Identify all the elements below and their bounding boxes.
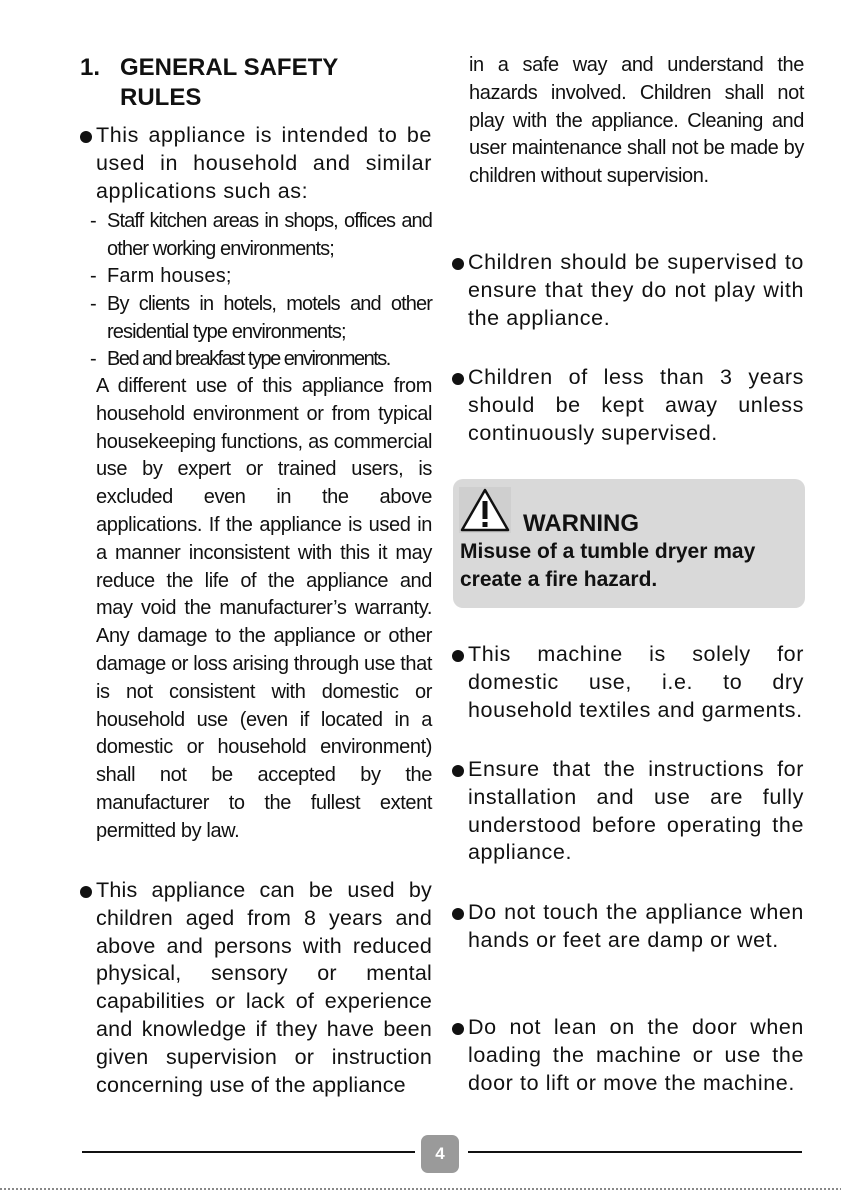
footer-rule-right <box>468 1151 802 1153</box>
bullet-text: Do not touch the appliance when hands or feet are damp or wet. <box>468 900 804 952</box>
warning-title: WARNING <box>523 510 639 537</box>
use-item-text: By clients in hotels, motels and other residential type environments; <box>107 293 432 343</box>
section-title: GENERAL SAFETY RULES <box>120 54 338 111</box>
bullet-dot <box>452 765 464 777</box>
section-number: 1. <box>80 54 101 81</box>
bullet-text: This appliance is intended to be used in household and similar applications such as: <box>96 123 432 203</box>
different-use-paragraph: A different use of this appliance from household environment or from typical housekeeping functions, as commercial use by expert or trained users, is excluded even in the above applications. If the appliance is used in a manner inconsistent with this it may reduce the life of the appliance and may void the manufacturer’s warranty. Any damage to the appliance or other damage or loss arising through use that is not consistent with domestic or household use (even if located in a domestic or household environment) shall not be accepted by the manufacturer to the fullest extent permitted by law. <box>96 375 432 842</box>
use-item <box>90 345 432 373</box>
bullet-text: Do not lean on the door when loading the machine or use the door to lift or move the machine. <box>468 1015 804 1095</box>
bullet-text: This machine is solely for domestic use, i.e. to dry household textiles and garments. <box>468 642 804 722</box>
bullet-text: Children of less than 3 years should be kept away unless continuously supervised. <box>468 365 804 445</box>
dash-marker: - <box>90 210 97 232</box>
bottom-edge <box>0 1188 841 1190</box>
bullet-item <box>452 756 804 867</box>
warning-triangle-icon <box>459 487 511 533</box>
bullet-item <box>452 641 804 724</box>
bullet-item <box>452 1014 804 1097</box>
use-item <box>90 262 432 290</box>
bullet-dot <box>452 650 464 662</box>
bullet-dot <box>80 886 92 898</box>
bullet-dot <box>452 373 464 385</box>
dash-marker: - <box>90 348 97 370</box>
use-item <box>90 290 432 346</box>
bullet-dot <box>452 1023 464 1035</box>
bullet-item <box>80 877 432 1099</box>
bullet-dot <box>452 258 464 270</box>
continuation-paragraph: in a safe way and understand the hazards involved. Children shall not play with the appliance. Cleaning and user maintenance shall not be made by children without supervision. <box>469 54 804 188</box>
warning-box <box>453 479 805 608</box>
use-item-text: Bed and breakfast type environments. <box>107 348 390 370</box>
bullet-item <box>80 122 432 205</box>
warning-text: Misuse of a tumble dryer may create a fire hazard. <box>460 540 756 591</box>
bullet-dot <box>452 908 464 920</box>
bullet-text: Ensure that the instructions for installation and use are fully understood before operating the appliance. <box>468 757 804 865</box>
footer-rule-left <box>82 1151 415 1153</box>
use-item-text: Staff kitchen areas in shops, offices and other working environments; <box>107 210 432 260</box>
use-item <box>90 207 432 263</box>
bullet-item <box>452 899 804 955</box>
bullet-text: This appliance can be used by children aged from 8 years and above and persons with reduced physical, sensory or mental capabilities or lack of experience and knowledge if they have been given supervision or instruction concerning use of the appliance <box>96 878 432 1097</box>
dash-marker: - <box>90 265 97 287</box>
bullet-item <box>452 249 804 332</box>
bullet-item <box>452 364 804 447</box>
dash-marker: - <box>90 293 97 315</box>
page-number-badge: 4 <box>421 1135 459 1173</box>
bullet-dot <box>80 131 92 143</box>
bullet-text: Children should be supervised to ensure that they do not play with the appliance. <box>468 250 804 330</box>
use-item-text: Farm houses; <box>107 265 232 287</box>
